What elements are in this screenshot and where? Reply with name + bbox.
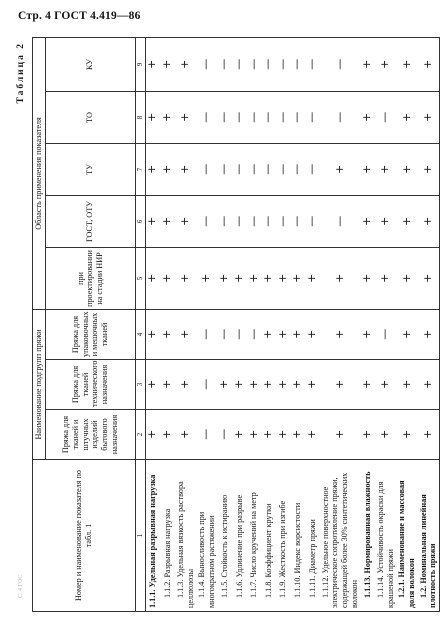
table-row — [261, 37, 276, 611]
applicability-mark-nir: + — [160, 247, 175, 309]
column-number: 5 — [135, 247, 145, 309]
applicability-mark-y2: + — [360, 360, 375, 410]
applicability-mark-tu: + — [375, 143, 396, 195]
column-number: 3 — [135, 360, 145, 410]
indicator-name — [247, 460, 262, 612]
col-ku-header: КУ — [45, 37, 135, 91]
applicability-mark-ku: + — [160, 37, 175, 91]
applicability-mark-y2: + — [418, 360, 440, 410]
indicator-name — [232, 460, 247, 612]
applicability-mark-gost: + — [160, 195, 175, 247]
applicability-mark-y1: + — [418, 410, 440, 460]
col-tu-header: ТУ — [45, 143, 135, 195]
applicability-mark-to: — — [247, 91, 262, 143]
indicator-label: 1.1.13. Нормированная влажность — [362, 471, 372, 598]
indicator-label: 1.1.4. Выносливость при многократном растяжении — [197, 511, 216, 608]
applicability-mark-y2: + — [375, 360, 396, 410]
applicability-mark-ku: + — [375, 37, 396, 91]
applicability-mark-to: — — [375, 91, 396, 143]
indicator-name — [261, 460, 276, 612]
applicability-mark-y3: + — [175, 309, 196, 359]
page-mark: С. 4 ГОС — [18, 574, 24, 598]
indicator-name — [320, 460, 361, 612]
applicability-mark-y1: + — [160, 410, 175, 460]
applicability-mark-y1: + — [305, 410, 320, 460]
applicability-mark-y2: + — [232, 360, 247, 410]
applicability-mark-to: — — [196, 91, 217, 143]
indicator-name — [175, 460, 196, 612]
column-number: 9 — [135, 37, 145, 91]
table-body — [145, 37, 439, 611]
table-row — [396, 37, 417, 611]
applicability-mark-tu: — — [291, 143, 306, 195]
applicability-mark-tu: + — [175, 143, 196, 195]
applicability-mark-y2: + — [291, 360, 306, 410]
applicability-mark-nir: + — [291, 247, 306, 309]
indicator-label: 1.1.9. Жесткость при изгибе — [278, 500, 288, 598]
applicability-mark-gost: — — [218, 195, 233, 247]
applicability-mark-y3: + — [160, 309, 175, 359]
indicator-label: 1.2.1. Наименование и массовая доля волокон — [397, 480, 416, 608]
applicability-mark-tu: — — [261, 143, 276, 195]
table-row — [276, 37, 291, 611]
applicability-mark-y3: + — [261, 309, 276, 359]
applicability-mark-gost: + — [396, 195, 417, 247]
applicability-mark-y3: + — [291, 309, 306, 359]
applicability-mark-ku: + — [145, 37, 160, 91]
indicator-label: 1.1.8. Коэффициент крутки — [263, 503, 273, 598]
col-gost-header: ГОСТ, ОТУ — [45, 195, 135, 247]
indicator-name — [396, 460, 417, 612]
applicability-mark-y1: — — [196, 410, 217, 460]
table-row — [418, 37, 440, 611]
applicability-mark-ku: — — [247, 37, 262, 91]
indicator-name — [160, 460, 175, 612]
applicability-mark-y1: + — [320, 410, 361, 460]
applicability-mark-y2: — — [196, 360, 217, 410]
applicability-mark-tu: + — [160, 143, 175, 195]
area-group-header: Область применения показателя — [33, 37, 46, 309]
applicability-mark-y1: + — [360, 410, 375, 460]
column-number: 6 — [135, 195, 145, 247]
table-row — [218, 37, 233, 611]
applicability-mark-y1: + — [247, 410, 262, 460]
applicability-mark-tu: — — [305, 143, 320, 195]
applicability-mark-gost: — — [276, 195, 291, 247]
indicator-name — [375, 460, 396, 612]
applicability-mark-gost: + — [375, 195, 396, 247]
applicability-mark-ku: — — [320, 37, 361, 91]
applicability-mark-ku: + — [396, 37, 417, 91]
applicability-mark-to: + — [418, 91, 440, 143]
applicability-mark-nir: + — [232, 247, 247, 309]
applicability-mark-y3: + — [396, 309, 417, 359]
applicability-mark-to: — — [305, 91, 320, 143]
column-number: 2 — [135, 410, 145, 460]
applicability-mark-y3: — — [218, 309, 233, 359]
applicability-mark-nir: + — [276, 247, 291, 309]
indicator-label: 1.1.11. Диаметр пряжи — [307, 519, 317, 598]
applicability-mark-nir: + — [218, 247, 233, 309]
applicability-mark-y1: + — [261, 410, 276, 460]
col-yarn1-header: Пряжа для тканей и штучных изделий бытового назначения — [45, 410, 135, 460]
applicability-mark-tu: + — [360, 143, 375, 195]
applicability-mark-nir: + — [396, 247, 417, 309]
applicability-mark-tu: + — [396, 143, 417, 195]
indicator-label: 1.1.14. Устойчивость окраски для крашеной пряжи — [375, 481, 395, 608]
applicability-mark-to: + — [175, 91, 196, 143]
applicability-mark-ku: — — [232, 37, 247, 91]
applicability-mark-y2: + — [261, 360, 276, 410]
page-header: Стр. 4 ГОСТ 4.419—86 — [18, 10, 141, 22]
applicability-mark-to: + — [160, 91, 175, 143]
applicability-mark-tu: + — [145, 143, 160, 195]
col-to-header: ТО — [45, 91, 135, 143]
col-yarn2-header: Пряжа для тканей технического назначения — [45, 360, 135, 410]
col-name-header: Номер и наименование показателя по табл. 1 — [33, 460, 136, 612]
applicability-mark-y1: + — [232, 410, 247, 460]
indicator-name — [145, 460, 160, 612]
indicator-label: 1.1.10. Индекс ворсистости — [292, 502, 302, 598]
applicability-mark-y1: + — [175, 410, 196, 460]
applicability-mark-y3: — — [375, 309, 396, 359]
applicability-mark-to: — — [232, 91, 247, 143]
table-row — [320, 37, 361, 611]
applicability-mark-y3: — — [232, 309, 247, 359]
table-row — [305, 37, 320, 611]
applicability-mark-gost: + — [418, 195, 440, 247]
indicator-label: 1.1.12. Удельное поверхностное электрическое сопротивление пряжи, содержащей более 30% синтетических волокон — [320, 472, 359, 608]
indicator-name — [218, 460, 233, 612]
applicability-mark-to: + — [145, 91, 160, 143]
table-row — [175, 37, 196, 611]
indicator-label: 1.2. Номинальная линейная плотность пряжи — [418, 494, 438, 608]
indicator-name — [418, 460, 440, 612]
indicator-label: 1.1.3. Удельная вязкость растворa целлюлозы — [175, 481, 195, 608]
table-row — [160, 37, 175, 611]
applicability-mark-to: — — [320, 91, 361, 143]
applicability-mark-y2: + — [247, 360, 262, 410]
applicability-mark-ku: — — [291, 37, 306, 91]
applicability-mark-nir: + — [320, 247, 361, 309]
table-row — [291, 37, 306, 611]
applicability-mark-ku: — — [261, 37, 276, 91]
indicator-name — [276, 460, 291, 612]
indicator-label: 1.1.1. Удельная разрывная нагрузка — [148, 474, 158, 608]
applicability-mark-nir: + — [261, 247, 276, 309]
applicability-mark-gost: — — [261, 195, 276, 247]
applicability-mark-y2: + — [396, 360, 417, 410]
applicability-mark-nir: + — [175, 247, 196, 309]
applicability-mark-gost: + — [360, 195, 375, 247]
col-yarn3-header: Пряжа для упаковочных и мешочных тканей — [45, 309, 135, 359]
column-numbers-row — [135, 37, 145, 611]
applicability-mark-y1: + — [396, 410, 417, 460]
indicator-label: 1.1.7. Число кручений на метр — [249, 492, 259, 598]
applicability-mark-y1: — — [218, 410, 233, 460]
indicator-label: 1.1.6. Удлинение при разрыве — [234, 494, 244, 598]
applicability-mark-ku: + — [175, 37, 196, 91]
table-2 — [16, 38, 438, 612]
applicability-mark-y3: — — [247, 309, 262, 359]
applicability-mark-gost: + — [145, 195, 160, 247]
applicability-mark-nir: + — [375, 247, 396, 309]
applicability-mark-gost: — — [196, 195, 217, 247]
applicability-mark-y2: + — [218, 360, 233, 410]
applicability-mark-y3: + — [276, 309, 291, 359]
applicability-mark-ku: — — [196, 37, 217, 91]
applicability-mark-ku: — — [218, 37, 233, 91]
applicability-mark-to: — — [276, 91, 291, 143]
applicability-mark-y2: + — [175, 360, 196, 410]
indicator-name — [196, 460, 217, 612]
applicability-mark-tu: — — [276, 143, 291, 195]
applicability-mark-gost: — — [232, 195, 247, 247]
applicability-mark-y2: + — [145, 360, 160, 410]
column-number: 8 — [135, 91, 145, 143]
applicability-mark-y3: — — [196, 309, 217, 359]
applicability-mark-gost: — — [305, 195, 320, 247]
indicator-name — [360, 460, 375, 612]
applicability-mark-y3: + — [145, 309, 160, 359]
applicability-mark-y1: + — [375, 410, 396, 460]
indicator-label: 1.1.2. Разрывная нагрузка — [162, 508, 172, 598]
yarn-group-header: Наименование подгрупп пряжи — [33, 309, 46, 459]
applicability-mark-nir: + — [305, 247, 320, 309]
indicator-name — [305, 460, 320, 612]
applicability-mark-tu: — — [218, 143, 233, 195]
indicators-table — [32, 37, 440, 612]
table-row — [247, 37, 262, 611]
table-row — [196, 37, 217, 611]
applicability-mark-tu: — — [196, 143, 217, 195]
column-number: 1 — [135, 460, 145, 612]
applicability-mark-ku: + — [360, 37, 375, 91]
applicability-mark-y3: + — [360, 309, 375, 359]
table-caption: Таблица 2 — [16, 42, 26, 104]
applicability-mark-ku: — — [276, 37, 291, 91]
indicator-label: 1.1.5. Стойкость к истиранию — [220, 494, 229, 598]
indicator-name — [291, 460, 306, 612]
applicability-mark-ku: — — [305, 37, 320, 91]
applicability-mark-gost: — — [320, 195, 361, 247]
col-nir-header: при проектировании на стадии НИР — [45, 247, 135, 309]
applicability-mark-nir: + — [145, 247, 160, 309]
applicability-mark-y3: + — [320, 309, 361, 359]
table-row — [145, 37, 160, 611]
applicability-mark-y2: + — [305, 360, 320, 410]
applicability-mark-to: — — [218, 91, 233, 143]
applicability-mark-y1: + — [291, 410, 306, 460]
applicability-mark-y3: + — [418, 309, 440, 359]
table-row — [375, 37, 396, 611]
column-number: 7 — [135, 143, 145, 195]
applicability-mark-nir: + — [418, 247, 440, 309]
applicability-mark-y2: + — [160, 360, 175, 410]
applicability-mark-gost: — — [247, 195, 262, 247]
table-row — [232, 37, 247, 611]
applicability-mark-gost: + — [175, 195, 196, 247]
applicability-mark-to: — — [261, 91, 276, 143]
applicability-mark-nir: + — [196, 247, 217, 309]
applicability-mark-nir: + — [360, 247, 375, 309]
applicability-mark-ku: + — [418, 37, 440, 91]
applicability-mark-tu: + — [320, 143, 361, 195]
applicability-mark-y2: + — [276, 360, 291, 410]
applicability-mark-nir: + — [247, 247, 262, 309]
table-row — [360, 37, 375, 611]
applicability-mark-y3: + — [305, 309, 320, 359]
applicability-mark-to: + — [360, 91, 375, 143]
applicability-mark-tu: — — [232, 143, 247, 195]
applicability-mark-y1: + — [276, 410, 291, 460]
applicability-mark-y2: + — [320, 360, 361, 410]
applicability-mark-gost: — — [291, 195, 306, 247]
applicability-mark-y1: + — [145, 410, 160, 460]
applicability-mark-tu: — — [247, 143, 262, 195]
applicability-mark-to: — — [291, 91, 306, 143]
applicability-mark-to: + — [396, 91, 417, 143]
column-number: 4 — [135, 309, 145, 359]
applicability-mark-tu: + — [418, 143, 440, 195]
